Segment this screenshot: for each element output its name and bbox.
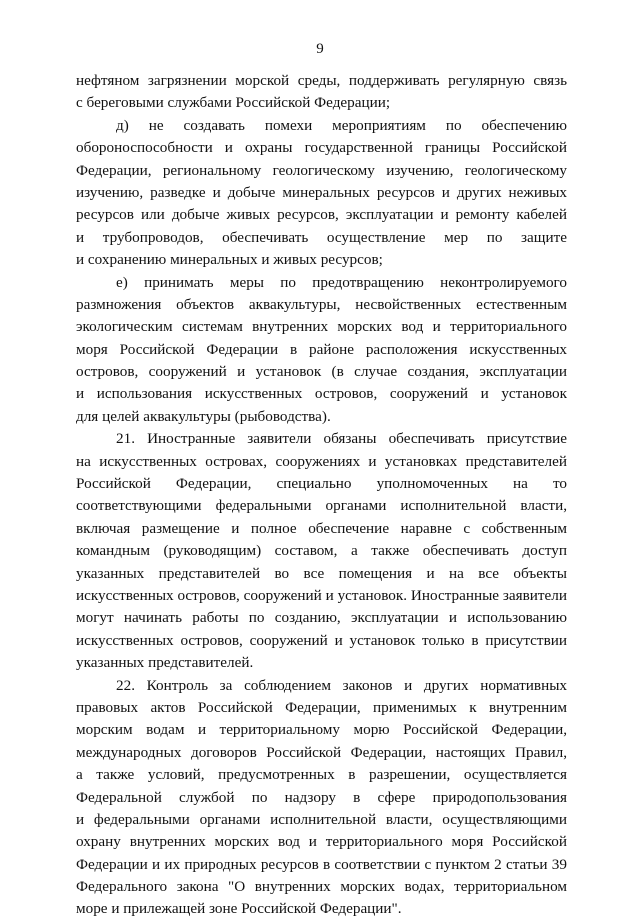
- text-line: на искусственных островах, сооружениях и установках представителей: [76, 452, 567, 470]
- text-line: Федерации и их природных ресурсов в соответствии с пунктом 2 статьи 39: [76, 855, 567, 873]
- text-line: правовых актов Российской Федерации, применимых к внутренним: [76, 698, 567, 716]
- paragraph-p21: [76, 428, 567, 674]
- text-line: искусственных островов, сооружений и установок только в присутствии: [76, 631, 567, 649]
- text-line: моря Российской Федерации в районе расположения искусственных: [76, 340, 567, 358]
- text-line: Федерации, региональному геологическому изучению, геологическому: [76, 161, 567, 179]
- text-line: экологическим системам внутренних морских вод и территориального: [76, 318, 567, 336]
- text-line: охрану внутренних морских вод и территориального моря Российской: [76, 833, 567, 851]
- text-line: Федеральной службой по надзору в сфере природопользования: [76, 788, 567, 806]
- text-line: указанных представителей во все помещения и на все объекты: [76, 564, 567, 582]
- text-line: международных договоров Российской Федерации, настоящих Правил,: [76, 743, 567, 761]
- text-line: соответствующими федеральными органами исполнительной власти,: [76, 497, 567, 515]
- paragraph-p22: [76, 675, 567, 921]
- text-line: для целей аквакультуры (рыбоводства).: [76, 407, 331, 425]
- text-line: указанных представителей.: [76, 654, 254, 672]
- text-line: Федерального закона "О внутренних морских водах, территориальном: [76, 878, 567, 896]
- text-line: а также условий, предусмотренных в разрешении, осуществляется: [76, 766, 567, 784]
- text-line: и сохранению минеральных и живых ресурсов;: [76, 251, 383, 269]
- text-line: могут начинать работы по созданию, эксплуатации и использованию: [76, 609, 567, 627]
- text-line: островов, сооружений и установок (в случае создания, эксплуатации: [76, 363, 567, 381]
- text-line: искусственных островов, сооружений и установок. Иностранные заявители: [76, 586, 567, 604]
- paragraph-cont: [76, 70, 567, 115]
- text-line: с береговыми службами Российской Федерации;: [76, 94, 391, 112]
- text-line: нефтяном загрязнении морской среды, поддерживать регулярную связь: [76, 72, 567, 89]
- text-line: Российской Федерации, специально уполномоченных на то: [76, 475, 567, 493]
- text-line: размножения объектов аквакультуры, несвойственных естественным: [76, 295, 567, 313]
- text-line: и федеральными органами исполнительной власти, осуществляющими: [76, 810, 567, 828]
- page-number: 9: [316, 41, 324, 57]
- text-line: командным (руководящим) составом, а также обеспечивать доступ: [76, 542, 567, 560]
- text-line: д) не создавать помехи мероприятиям по обеспечению: [116, 116, 567, 134]
- text-line: и трубопроводов, обеспечивать осуществление мер по защите: [76, 228, 567, 246]
- text-line: море и прилежащей зоне Российской Федерации".: [76, 900, 402, 918]
- text-line: и использования искусственных островов, сооружений и установок: [76, 385, 567, 403]
- document-body: [76, 70, 567, 921]
- paragraph-e: [76, 272, 567, 429]
- text-line: морским водам и территориальному морю Российской Федерации,: [76, 721, 567, 739]
- text-line: 21. Иностранные заявители обязаны обеспечивать присутствие: [116, 430, 567, 448]
- text-line: включая размещение и полное обеспечение наравне с собственным: [76, 519, 567, 537]
- text-line: ресурсов или добыче живых ресурсов, эксплуатации и ремонту кабелей: [76, 206, 567, 224]
- text-line: обороноспособности и охраны государственной границы Российской: [76, 139, 567, 157]
- paragraph-d: [76, 115, 567, 272]
- text-line: изучению, разведке и добыче минеральных ресурсов и других неживых: [76, 183, 567, 201]
- text-line: е) принимать меры по предотвращению неконтролируемого: [116, 273, 567, 291]
- text-line: 22. Контроль за соблюдением законов и других нормативных: [116, 676, 567, 694]
